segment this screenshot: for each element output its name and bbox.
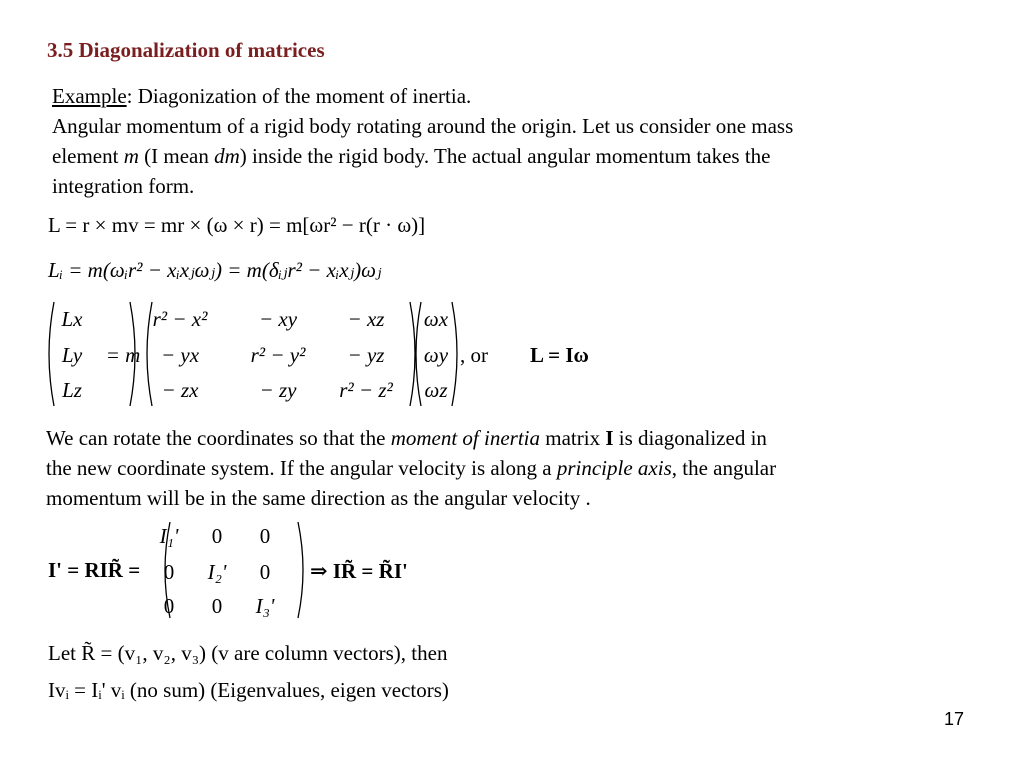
p2-l1-c: is diagonalized in xyxy=(613,426,767,450)
m32: − zy xyxy=(259,378,297,402)
m31: − zx xyxy=(161,378,199,402)
omega-x: ωx xyxy=(423,307,449,331)
or-text: , or xyxy=(460,343,488,367)
diag-lhs: I' = RIR̃ = xyxy=(48,558,141,582)
d21: 0 xyxy=(163,560,175,584)
paragraph-2 xyxy=(46,423,776,513)
equation-component-form: Lᵢ = m(ωᵢr² − xᵢxⱼωⱼ) = m(δᵢⱼr² − xᵢxⱼ)ωⱼ xyxy=(48,258,382,282)
diag-rhs: ⇒ IR̃ = R̃I' xyxy=(310,559,408,583)
lhs-lz: Lz xyxy=(62,378,82,402)
d12: 0 xyxy=(211,524,223,548)
d31: 0 xyxy=(163,594,175,618)
diagonal-equation xyxy=(48,518,568,622)
p2-l2-b: , the angular xyxy=(671,456,777,480)
intro-line-2: Angular momentum of a rigid body rotating around the origin. Let us consider one mass xyxy=(52,114,794,138)
m11: r² − x² xyxy=(152,307,208,331)
m13: − xz xyxy=(347,307,385,331)
lhs-lx: Lx xyxy=(61,307,83,331)
m23: − yz xyxy=(347,343,385,367)
d33: I₃' xyxy=(255,594,275,618)
intro-text xyxy=(52,81,793,201)
p2-l1-a: We can rotate the coordinates so that the xyxy=(46,426,391,450)
omega-z: ωz xyxy=(424,378,448,402)
line3-b: (I mean xyxy=(138,144,215,168)
d32: 0 xyxy=(211,594,223,618)
d13: 0 xyxy=(259,524,271,548)
p2-line-1 xyxy=(46,423,776,453)
matrix-equation xyxy=(40,298,660,410)
m33: r² − z² xyxy=(339,378,393,402)
diag-brackets xyxy=(48,518,568,622)
d11: I₁' xyxy=(159,524,179,548)
p2-l2-a: the new coordinate system. If the angular velocity is along a xyxy=(46,456,557,480)
equation-angular-momentum: L = r × mv = mr × (ω × r) = m[ωr² − r(r · ω)] xyxy=(48,213,426,237)
lhs-ly: Ly xyxy=(61,343,83,367)
p2-l2-italic: principle axis xyxy=(556,456,672,480)
intro-line-4: integration form. xyxy=(52,174,195,198)
d23: 0 xyxy=(259,560,271,584)
p2-l1-b: matrix xyxy=(540,426,606,450)
p2-l1-bold: I xyxy=(605,426,614,450)
m21: − yx xyxy=(160,343,200,367)
d22: I₂' xyxy=(207,560,227,584)
p2-line-3: momentum will be in the same direction as the angular velocity . xyxy=(46,486,591,510)
let-line: Let R̃ = (v₁, v₂, v₃) (v are column vectors), then xyxy=(48,641,448,665)
omega-y: ωy xyxy=(423,343,449,367)
p2-line-2 xyxy=(46,453,776,483)
m12: − xy xyxy=(258,307,298,331)
m22: r² − y² xyxy=(250,343,306,367)
example-label: Example xyxy=(52,84,127,108)
example-rest: : Diagonization of the moment of inertia. xyxy=(126,84,472,108)
compact-form: L = Iω xyxy=(530,343,589,367)
line3-c: ) inside the rigid body. The actual angular momentum takes the xyxy=(239,144,771,168)
equals-m: = m xyxy=(105,343,141,367)
eigen-line: Ivᵢ = Iᵢ' vᵢ (no sum) (Eigenvalues, eigen vectors) xyxy=(48,678,449,702)
slide-title: 3.5 Diagonalization of matrices xyxy=(47,38,325,62)
intro-line-3 xyxy=(52,141,793,171)
line3-a: element xyxy=(52,144,124,168)
page-number: 17 xyxy=(943,709,964,729)
p2-l1-italic: moment of inertia xyxy=(390,426,541,450)
line3-m: m xyxy=(123,144,139,168)
intro-line-1 xyxy=(52,81,793,111)
line3-dm: dm xyxy=(214,144,240,168)
